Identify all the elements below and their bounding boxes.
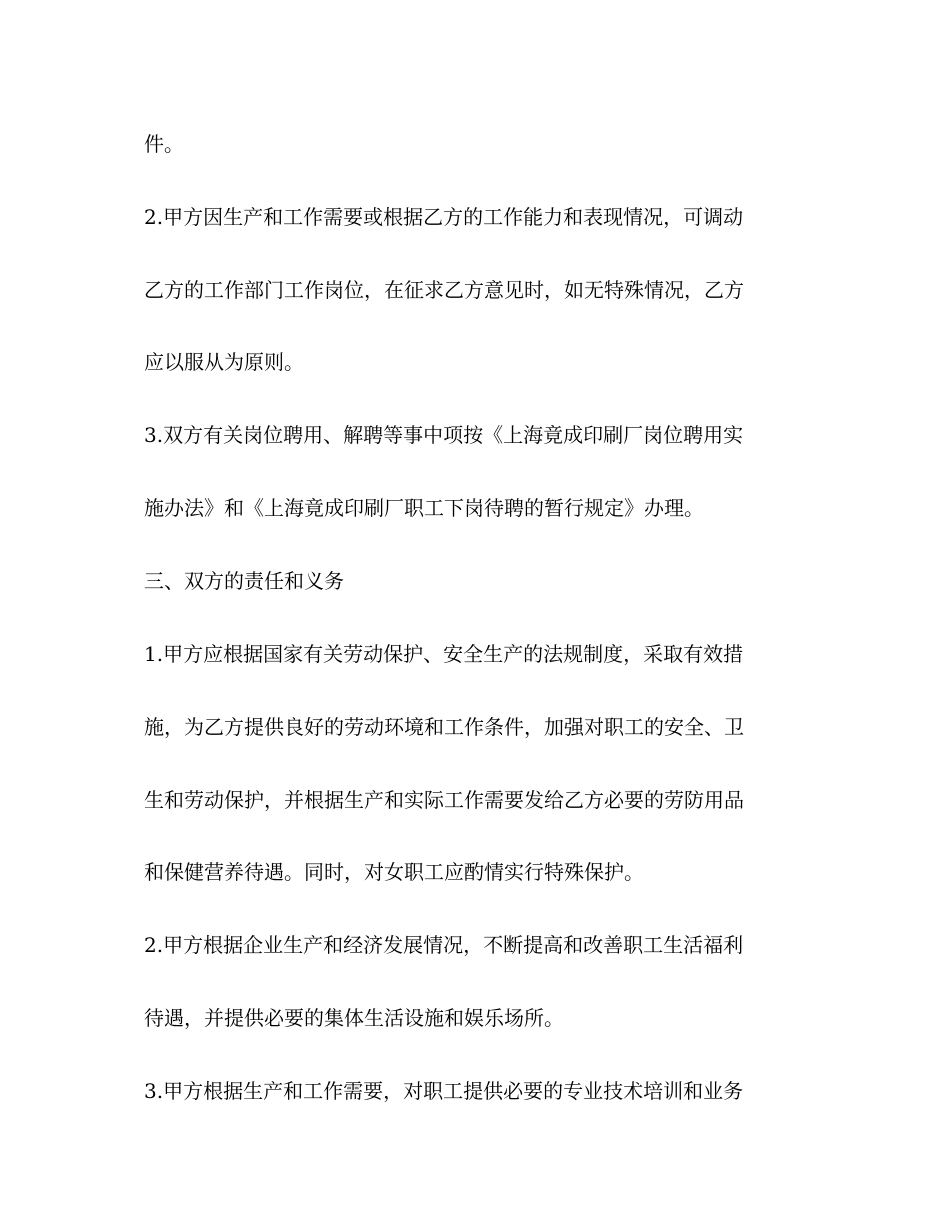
text-line-9: 施，为乙方提供良好的劳动环境和工作条件，加强对职工的安全、卫 xyxy=(144,715,744,739)
text-line-12: 2.甲方根据企业生产和经济发展情况，不断提高和改善职工生活福利 xyxy=(144,933,744,957)
text-line-11: 和保健营养待遇。同时，对女职工应酌情实行特殊保护。 xyxy=(144,860,644,884)
text-line-13: 待遇，并提供必要的集体生活设施和娱乐场所。 xyxy=(144,1006,564,1030)
text-line-14: 3.甲方根据生产和工作需要，对职工提供必要的专业技术培训和业务 xyxy=(144,1079,744,1103)
text-line-5: 3.双方有关岗位聘用、解聘等事中项按《上海竟成印刷厂岗位聘用实 xyxy=(144,423,744,447)
text-line-2: 2.甲方因生产和工作需要或根据乙方的工作能力和表现情况，可调动 xyxy=(144,205,744,229)
text-line-4: 应以服从为原则。 xyxy=(144,350,304,374)
text-line-10: 生和劳动保护，并根据生产和实际工作需要发给乙方必要的劳防用品 xyxy=(144,788,744,812)
section-heading: 三、双方的责任和义务 xyxy=(144,569,344,593)
text-line-6: 施办法》和《上海竟成印刷厂职工下岗待聘的暂行规定》办理。 xyxy=(144,496,704,520)
text-line-1: 件。 xyxy=(144,132,184,156)
text-line-8: 1.甲方应根据国家有关劳动保护、安全生产的法规制度，采取有效措 xyxy=(144,642,744,666)
text-line-3: 乙方的工作部门工作岗位，在征求乙方意见时，如无特殊情况，乙方 xyxy=(144,278,744,302)
